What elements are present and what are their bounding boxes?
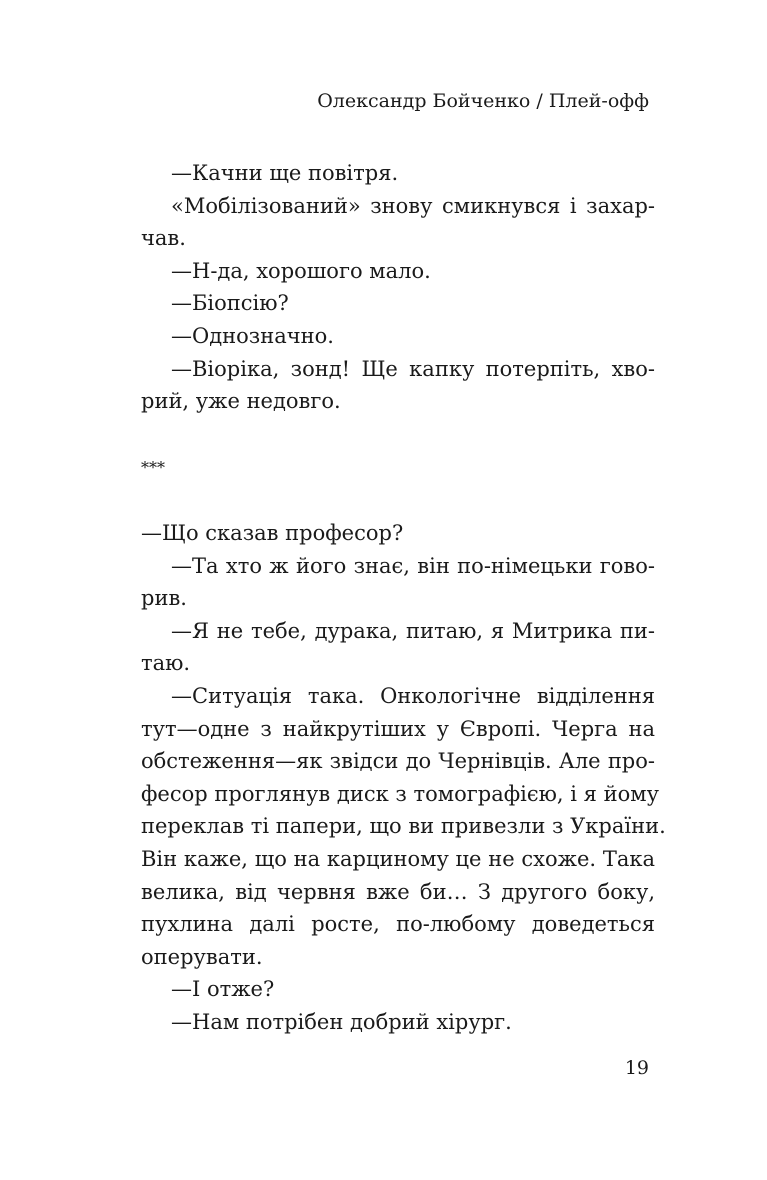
section-separator: *** bbox=[141, 458, 165, 477]
text-line: Він каже, що на карциному це не схоже. Така bbox=[141, 846, 655, 871]
text-line: —Біопсію? bbox=[171, 291, 289, 316]
text-line: рив. bbox=[141, 586, 187, 611]
text-line: —Я не тебе, дурака, питаю, я Митрика пи- bbox=[171, 618, 655, 643]
text-line: «Мобілізований» знову смикнувся і захар- bbox=[171, 193, 655, 218]
page-number: 19 bbox=[624, 1057, 649, 1079]
text-block-2 bbox=[141, 517, 666, 1039]
text-line: —Н-да, хорошого мало. bbox=[171, 258, 431, 283]
text-line: переклав ті папери, що ви привезли з України. bbox=[141, 814, 666, 839]
text-line: тут—одне з найкрутіших у Європі. Черга на bbox=[141, 716, 655, 741]
text-block-1 bbox=[141, 157, 655, 418]
text-line: —Віоріка, зонд! Ще капку потерпіть, хво- bbox=[171, 356, 655, 381]
text-line: рий, уже недовго. bbox=[141, 389, 341, 414]
text-line: —Та хто ж його знає, він по-німецьки гово- bbox=[171, 553, 655, 578]
text-line: велика, від червня вже би… З другого боку, bbox=[141, 879, 655, 904]
text-line: —Однозначно. bbox=[171, 323, 334, 348]
text-line: —Качни ще повітря. bbox=[171, 161, 399, 185]
text-line: —Ситуація така. Онкологічне відділення bbox=[171, 683, 655, 708]
text-line: обстеження—як звідси до Чернівців. Але про- bbox=[141, 749, 655, 774]
text-line: —Що сказав професор? bbox=[141, 521, 404, 545]
running-header: Олександр Бойченко / Плей-офф bbox=[317, 90, 649, 112]
text-line: —І отже? bbox=[171, 977, 275, 1002]
text-line: таю. bbox=[141, 651, 191, 676]
text-line: пухлина далі росте, по-любому доведеться bbox=[141, 912, 655, 937]
text-line: чав. bbox=[141, 226, 186, 251]
text-line: оперувати. bbox=[141, 944, 263, 969]
text-line: фесор проглянув диск з томографією, і я йому bbox=[141, 781, 659, 806]
text-line: —Нам потрібен добрий хірург. bbox=[171, 1009, 512, 1034]
